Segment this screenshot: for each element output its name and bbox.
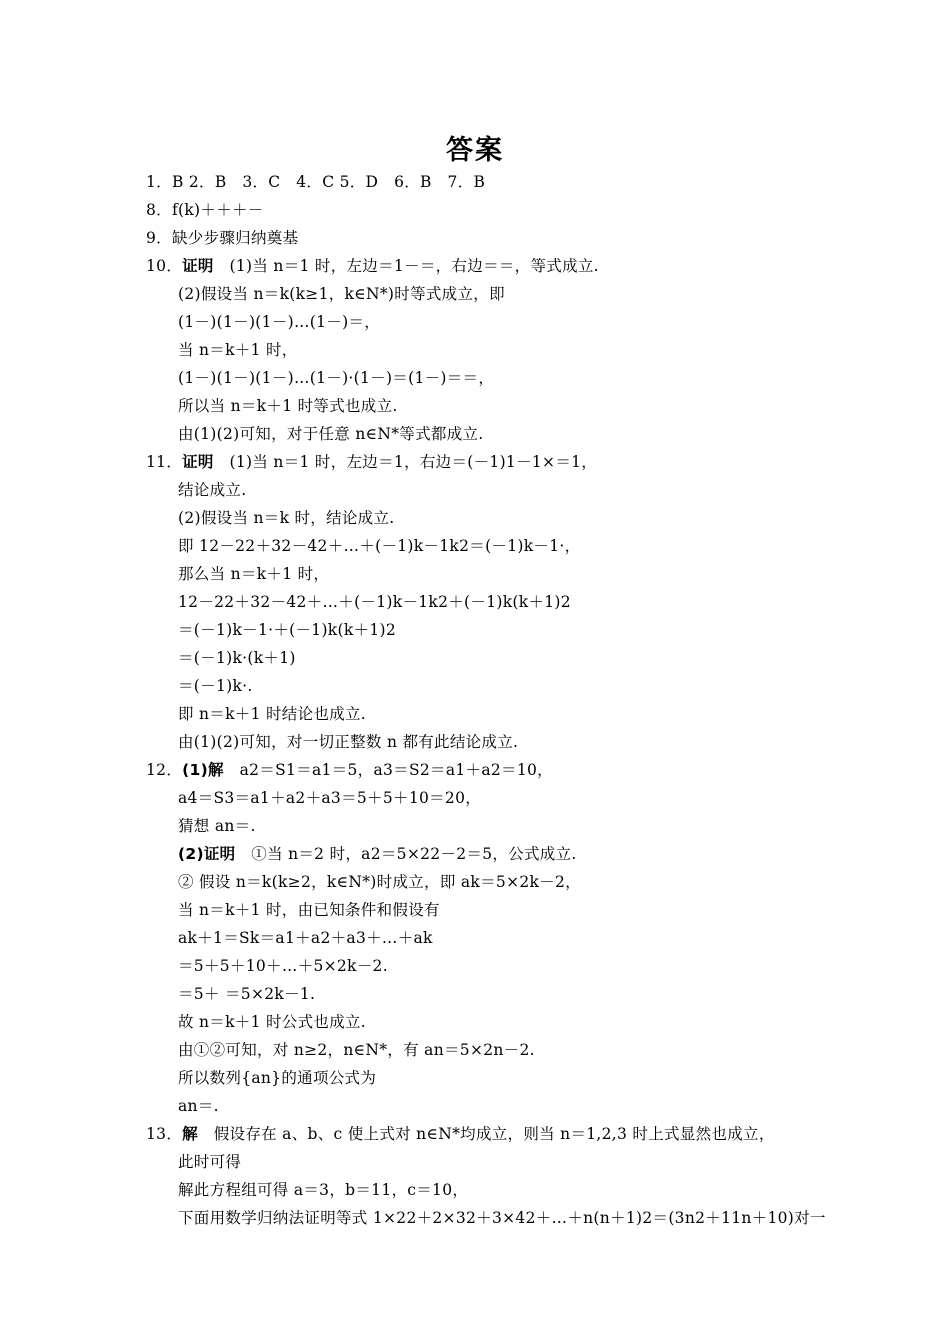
answer-13-line-1 xyxy=(146,1124,775,1144)
answer-10-number: 10． xyxy=(146,257,183,275)
answer-12-line-7: ak＋1＝Sk＝a1＋a2＋a3＋…＋ak xyxy=(178,929,433,947)
answer-11-line-11: 由(1)(2)可知，对一切正整数 n 都有此结论成立. xyxy=(178,733,519,751)
answer-13-text-1: 假设存在 a、b、c 使上式对 n∈N*均成立，则当 n＝1,2,3 时上式显然也成立， xyxy=(213,1125,775,1143)
answer-11-number: 11． xyxy=(146,453,183,471)
answer-10-line-7: 由(1)(2)可知，对于任意 n∈N*等式都成立. xyxy=(178,425,484,443)
answer-12-line-13: an＝. xyxy=(178,1097,219,1115)
answer-12-line-5: ② 假设 n＝k(k≥2，k∈N*)时成立，即 ak＝5×2k－2， xyxy=(178,873,581,891)
answer-8 xyxy=(146,200,264,220)
answer-12-line-3: 猜想 an＝. xyxy=(178,817,256,835)
answer-12-line-9: ＝5＋ ＝5×2k－1. xyxy=(178,985,316,1003)
answer-12-line-8: ＝5＋5＋10＋…＋5×2k－2. xyxy=(178,957,388,975)
answer-13-line-3: 解此方程组可得 a＝3，b＝11，c＝10， xyxy=(178,1181,469,1199)
answer-12-line-11: 由①②可知，对 n≥2，n∈N*，有 an＝5×2n－2. xyxy=(178,1041,535,1059)
answer-12-line-2: a4＝S3＝a1＋a2＋a3＝5＋5＋10＝20， xyxy=(178,789,482,807)
answer-12-number: 12． xyxy=(146,761,183,779)
answer-11-line-2: 结论成立. xyxy=(178,481,247,499)
answer-8-body: f(k)＋＋＋－ xyxy=(171,201,264,219)
answer-11-line-9: ＝(－1)k·. xyxy=(178,677,253,695)
answer-12-tag-2: (2)证明 xyxy=(178,845,236,863)
answer-10-line-1 xyxy=(146,256,599,276)
answer-11-line-8: ＝(－1)k·(k＋1) xyxy=(178,649,296,667)
answer-12-line-10: 故 n＝k＋1 时公式也成立. xyxy=(178,1013,367,1031)
answer-10-text-1: (1)当 n＝1 时，左边＝1－＝，右边＝＝，等式成立. xyxy=(229,257,599,275)
answer-11-line-7: ＝(－1)k－1·＋(－1)k(k＋1)2 xyxy=(178,621,396,639)
answer-9-body: 缺少步骤归纳奠基 xyxy=(171,229,299,247)
answer-11-line-10: 即 n＝k＋1 时结论也成立. xyxy=(178,705,367,723)
answer-12-text-4: ①当 n＝2 时，a2＝5×22－2＝5，公式成立. xyxy=(251,845,577,863)
answer-9 xyxy=(146,228,298,248)
answer-10-line-3: (1－)(1－)(1－)…(1－)＝， xyxy=(178,313,381,331)
answer-10-line-5: (1－)(1－)(1－)…(1－)·(1－)＝(1－)＝＝， xyxy=(178,369,495,387)
page-title: 答案 xyxy=(446,135,504,166)
answer-10-tag: 证明 xyxy=(182,257,214,275)
answer-12-tag-1: (1)解 xyxy=(182,761,224,779)
answer-13-number: 13． xyxy=(146,1125,183,1143)
answer-13-line-2: 此时可得 xyxy=(178,1153,242,1171)
answer-12-line-1 xyxy=(146,760,553,780)
answer-11-line-4: 即 12－22＋32－42＋…＋(－1)k－1k2＝(－1)k－1·， xyxy=(178,537,581,555)
answer-11-line-1 xyxy=(146,452,597,472)
answer-12-line-4 xyxy=(178,844,577,864)
answer-8-number: 8． xyxy=(146,201,172,219)
answer-11-text-1: (1)当 n＝1 时，左边＝1，右边＝(－1)1－1×＝1， xyxy=(229,453,598,471)
answer-11-line-5: 那么当 n＝k＋1 时， xyxy=(178,565,330,583)
answer-13-line-4: 下面用数学归纳法证明等式 1×22＋2×32＋3×42＋…＋n(n＋1)2＝(3n2＋11n＋10)对一 xyxy=(178,1209,826,1227)
answer-12-text-1: a2＝S1＝a1＝5，a3＝S2＝a1＋a2＝10， xyxy=(239,761,553,779)
answer-1-7: 1．B 2．B 3．C 4．C 5．D 6．B 7．B xyxy=(146,173,486,191)
answer-11-tag: 证明 xyxy=(182,453,214,471)
answer-10-line-2: (2)假设当 n＝k(k≥1，k∈N*)时等式成立，即 xyxy=(178,285,505,303)
answer-13-tag: 解 xyxy=(182,1125,198,1143)
answer-12-line-6: 当 n＝k＋1 时，由已知条件和假设有 xyxy=(178,901,440,919)
answer-10-line-4: 当 n＝k＋1 时， xyxy=(178,341,298,359)
answer-11-line-6: 12－22＋32－42＋…＋(－1)k－1k2＋(－1)k(k＋1)2 xyxy=(178,593,571,611)
answer-11-line-3: (2)假设当 n＝k 时，结论成立. xyxy=(178,509,395,527)
answer-12-line-12: 所以数列{an}的通项公式为 xyxy=(178,1069,377,1087)
answer-10-line-6: 所以当 n＝k＋1 时等式也成立. xyxy=(178,397,398,415)
answer-9-number: 9． xyxy=(146,229,172,247)
